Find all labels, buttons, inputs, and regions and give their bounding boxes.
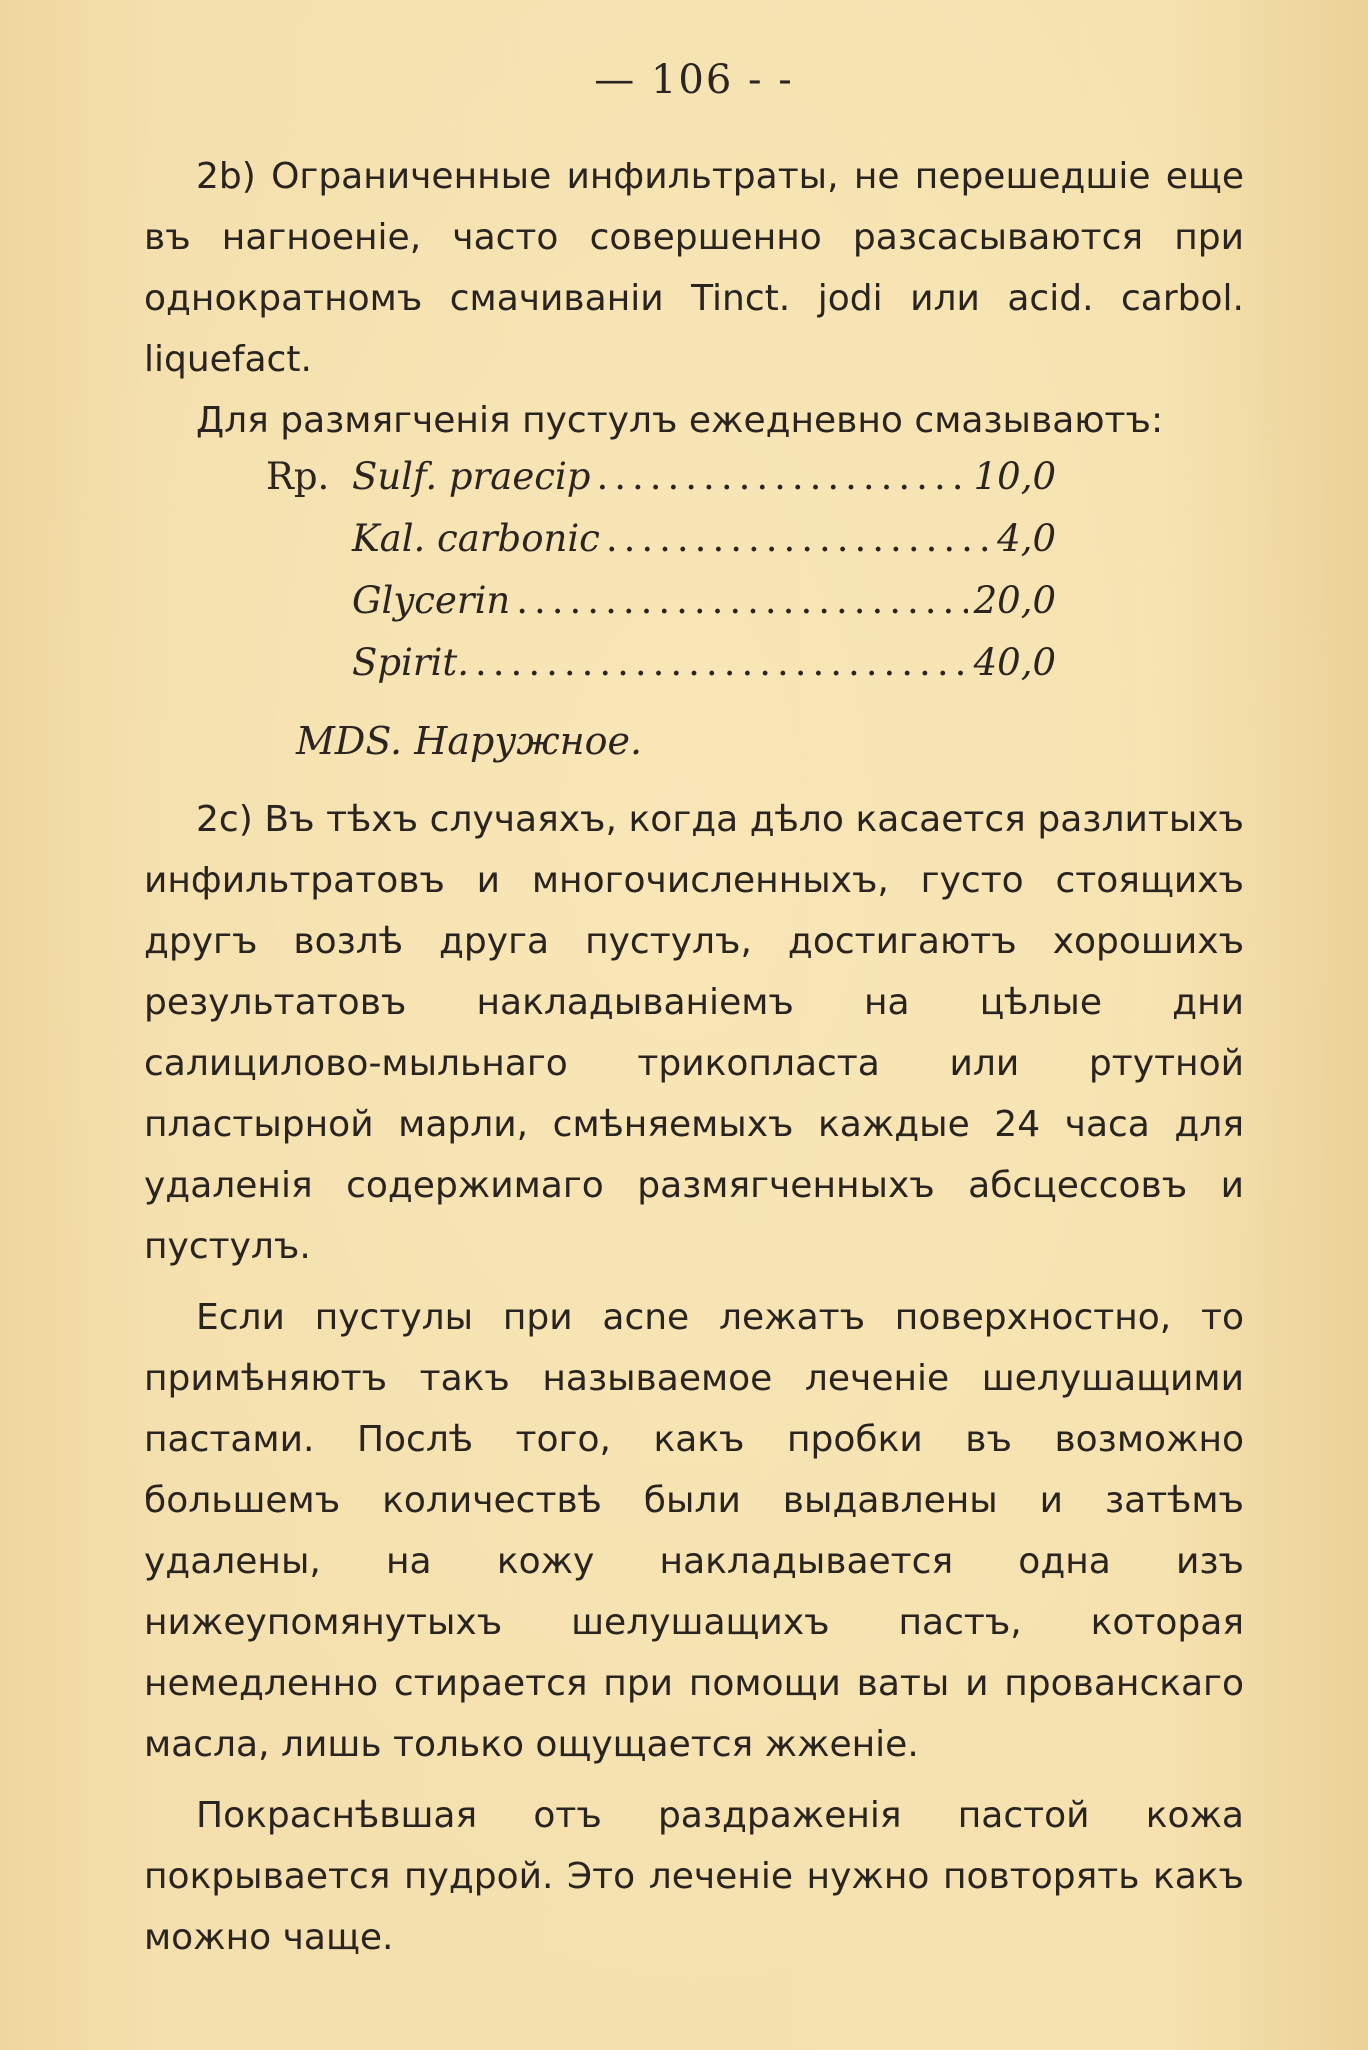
paragraph-2c: 2c) Въ тѣхъ случаяхъ, когда дѣло касается разлитыхъ инфильтратовъ и многочисленныхъ, густо стоящихъ другъ возлѣ друга пустулъ, достигаютъ хорошихъ результатовъ накладываніемъ на цѣлые дни салицилово-мыльнаго трикопласта или ртутной пластырной марли, смѣняемыхъ каждые 24 часа для удаленія содержимаго размягченныхъ абсцессовъ и пустулъ. xyxy=(144,799,1244,1267)
prescription-line xyxy=(266,579,1056,641)
paragraph-recipe-intro: Для размягченія пустулъ ежедневно смазываютъ: xyxy=(196,400,1164,441)
ingredient-amount: 40,0 xyxy=(973,641,1056,684)
prescription-prefix: Rp. xyxy=(266,455,330,498)
ingredient-name: Kal. carbonic xyxy=(352,517,600,560)
leader-dots xyxy=(516,579,967,622)
leader-dots xyxy=(606,517,991,560)
prescription-line xyxy=(266,641,1056,703)
ingredient-name: Glycerin xyxy=(352,579,511,622)
ingredient-name: Sulf. praecip xyxy=(352,455,591,498)
prescription-signature: MDS. Наружное. xyxy=(296,719,643,763)
leader-dots xyxy=(475,641,968,684)
prescription-line xyxy=(266,517,1056,579)
prescription xyxy=(144,455,1244,771)
prescription-line xyxy=(266,455,1056,517)
leader-dots xyxy=(596,455,967,498)
paragraph-powder: Покраснѣвшая отъ раздраженія пастой кожа покрывается пудрой. Это леченіе нужно повторять какъ можно чаще. xyxy=(144,1795,1244,1958)
paragraph-2b: 2b) Ограниченные инфильтраты, не перешедшіе еще въ нагноеніе, часто совершенно разсасываются при однократномъ смачиваніи Tinct. jodi или acid. carbol. liquefact. xyxy=(144,156,1244,380)
ingredient-amount: 10,0 xyxy=(973,455,1056,498)
ingredient-amount: 20,0 xyxy=(973,579,1056,622)
paragraph-acne: Если пустулы при acne лежатъ поверхностно, то примѣняютъ такъ называемое леченіе шелушащими пастами. Послѣ того, какъ пробки въ возможно большемъ количествѣ были выдавлены и затѣмъ удалены, на кожу накладывается одна изъ нижеупомянутыхъ шелушащихъ пастъ, которая немедленно стирается при помощи ваты и прованскаго масла, лишь только ощущается жженіе. xyxy=(144,1297,1244,1765)
ingredient-name: Spirit. xyxy=(352,641,470,684)
page-number: — 106 - - xyxy=(594,57,794,103)
ingredient-amount: 4,0 xyxy=(997,517,1056,560)
